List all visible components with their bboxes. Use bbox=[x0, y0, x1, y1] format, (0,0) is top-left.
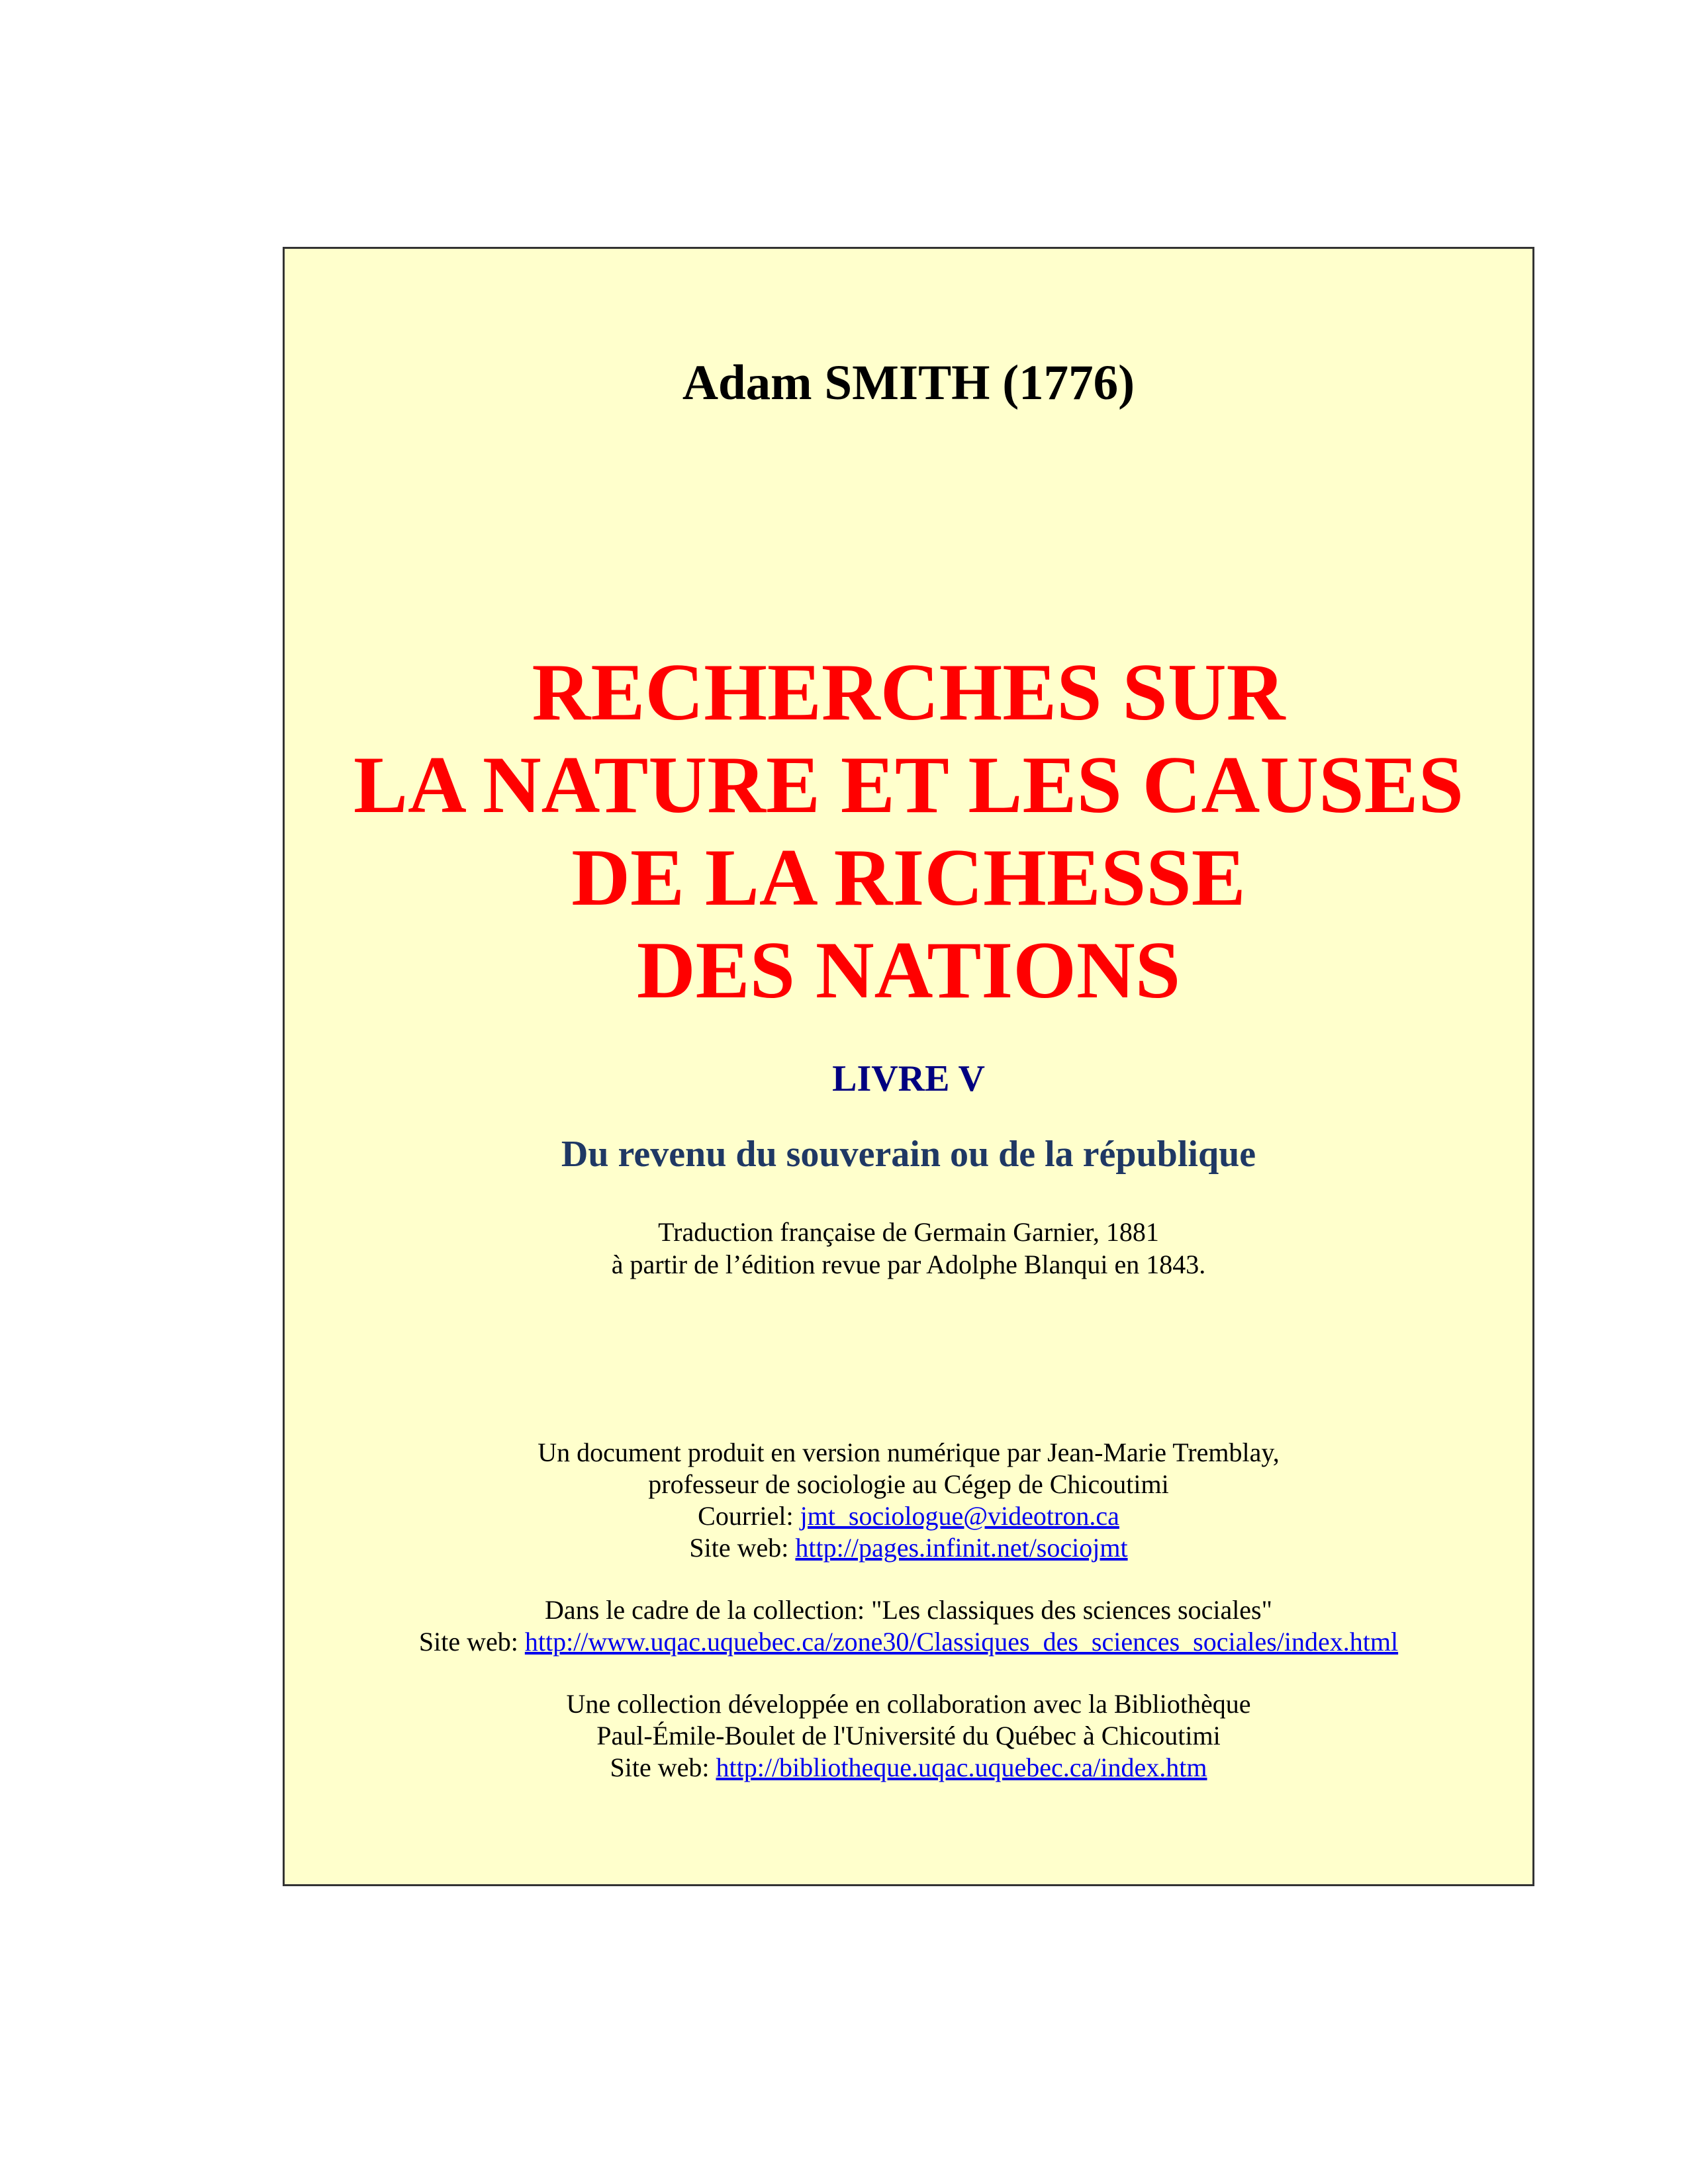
translation-line-2: à partir de l’édition revue par Adolphe Blanqui en 1843. bbox=[611, 1250, 1206, 1279]
cover-box bbox=[283, 247, 1534, 1886]
book-number: LIVRE V bbox=[832, 1058, 985, 1099]
translation-line-1: Traduction française de Germain Garnier, 1881 bbox=[658, 1217, 1159, 1247]
title-line-4: DES NATIONS bbox=[636, 925, 1181, 1015]
library-site-line bbox=[285, 1752, 1532, 1784]
title-line-2: LA NATURE ET LES CAUSES bbox=[353, 739, 1464, 830]
collection-site-label: Site web: bbox=[418, 1627, 525, 1657]
author-heading: Adam SMITH (1776) bbox=[682, 355, 1135, 410]
producer-email-line bbox=[285, 1500, 1532, 1532]
library-line-2: Paul-Émile-Boulet de l'Université du Québec à Chicoutimi bbox=[596, 1721, 1221, 1751]
collection-site-link[interactable]: http://www.uqac.uquebec.ca/zone30/Classiques_des_sciences_sociales/index.html bbox=[524, 1627, 1399, 1657]
producer-line-2: professeur de sociologie au Cégep de Chicoutimi bbox=[648, 1469, 1169, 1499]
producer-site-line bbox=[285, 1532, 1532, 1564]
producer-site-label: Site web: bbox=[689, 1533, 796, 1563]
collection-site-line bbox=[285, 1626, 1532, 1658]
book-subtitle: Du revenu du souverain ou de la république bbox=[561, 1134, 1256, 1175]
library-site-label: Site web: bbox=[610, 1752, 716, 1782]
library-line-1: Une collection développée en collaboration avec la Bibliothèque bbox=[566, 1689, 1251, 1719]
email-label: Courriel: bbox=[698, 1501, 800, 1531]
library-site-link[interactable]: http://bibliotheque.uqac.uquebec.ca/index.htm bbox=[716, 1752, 1207, 1782]
producer-line-1: Un document produit en version numérique par Jean-Marie Tremblay, bbox=[538, 1437, 1280, 1467]
collection-line-1: Dans le cadre de la collection: "Les classiques des sciences sociales" bbox=[545, 1595, 1272, 1625]
producer-site-link[interactable]: http://pages.infinit.net/sociojmt bbox=[795, 1533, 1128, 1563]
email-link[interactable]: jmt_sociologue@videotron.ca bbox=[800, 1501, 1119, 1531]
title-line-1: RECHERCHES SUR bbox=[532, 647, 1286, 737]
title-line-3: DE LA RICHESSE bbox=[571, 832, 1246, 923]
